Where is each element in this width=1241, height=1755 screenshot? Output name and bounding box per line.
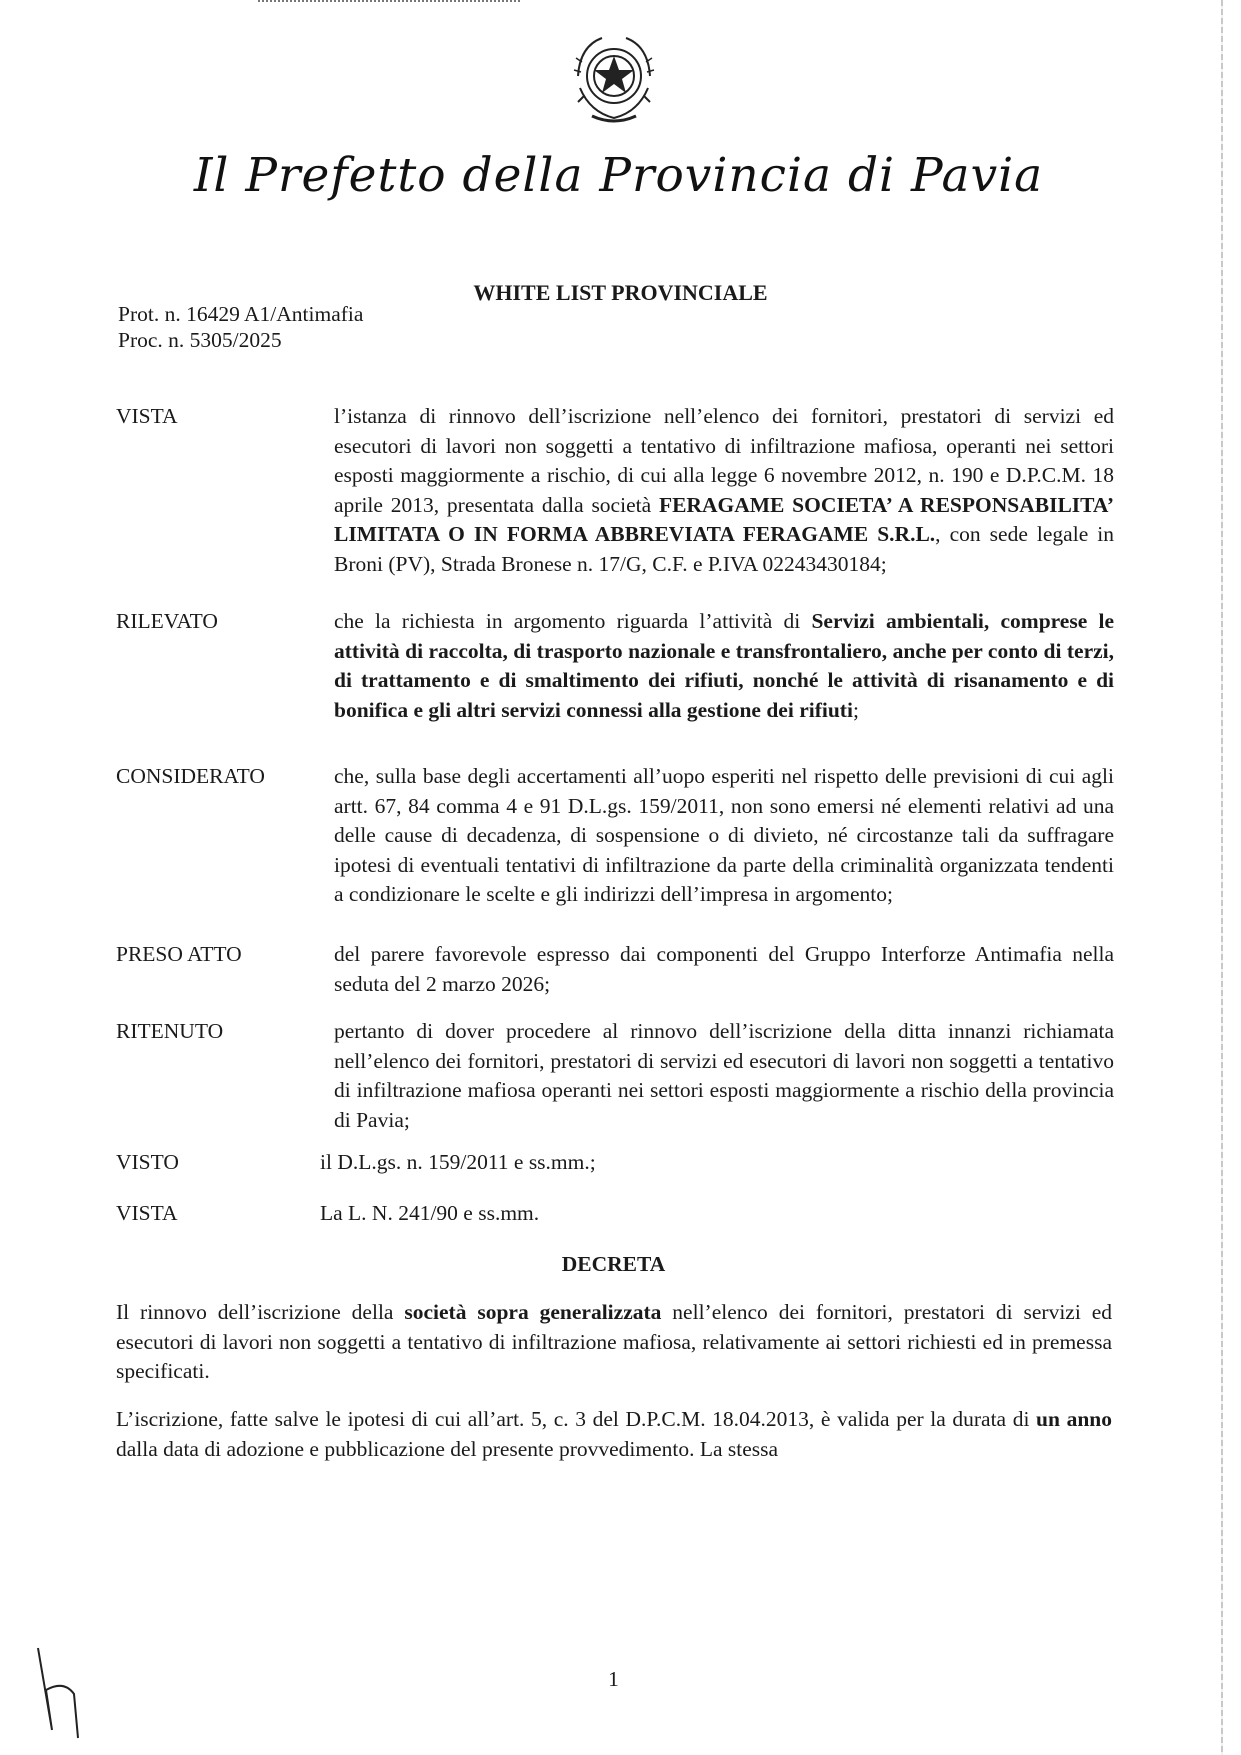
handwritten-mark — [30, 1630, 120, 1745]
clause-text: il D.L.gs. n. 159/2011 e ss.mm.; — [320, 1150, 596, 1174]
procedure-number: Proc. n. 5305/2025 — [118, 328, 282, 352]
page-number: 1 — [608, 1667, 619, 1691]
clause-label: RILEVATO — [116, 609, 218, 633]
clause-text: che la richiesta in argomento riguarda l’attività di Servizi ambientali, comprese le attività di raccolta, di trasporto nazionale e transfrontaliero, anche per conto di terzi, di trattamento e di smaltimento dei rifiuti, nonché le attività di risanamento e di bonifica e gli altri servizi connessi alla gestione dei rifiuti; — [334, 609, 1114, 722]
clause-label: CONSIDERATO — [116, 764, 265, 788]
clause-label: VISTA — [116, 404, 178, 428]
decree-paragraph: Il rinnovo dell’iscrizione della società sopra generalizzata nell’elenco dei fornitori, prestatori di servizi ed esecutori di lavori non soggetti a tentativo di infiltrazione mafiosa, relativamente ai settori richiesti ed in premessa specificati. — [116, 1300, 1112, 1384]
clause-label: VISTO — [116, 1150, 179, 1174]
clause-text: l’istanza di rinnovo dell’iscrizione nell’elenco dei fornitori, prestatori di servizi ed esecutori di lavori non soggetti a tentativo di infiltrazione mafiosa, operanti nei settori esposti maggiormente a rischio, di cui alla legge 6 novembre 2012, n. 190 e D.P.C.M. 18 aprile 2013, presentata dalla società FERAGAME SOCIETA’ A RESPONSABILITA’ LIMITATA O IN FORMA ABBREVIATA FERAGAME S.R.L., con sede legale in Broni (PV), Strada Bronese n. 17/G, C.F. e P.IVA 02243430184; — [334, 404, 1115, 576]
decree-paragraph: L’iscrizione, fatte salve le ipotesi di cui all’art. 5, c. 3 del D.P.C.M. 18.04.2013, è valida per la durata di un anno dalla data di adozione e pubblicazione del presente provvedimento. La stessa — [116, 1407, 1112, 1461]
prefect-heading: Il Prefetto della Provincia di Pavia — [193, 148, 1044, 203]
clause-text: La L. N. 241/90 e ss.mm. — [320, 1201, 540, 1225]
scan-artifact — [258, 0, 520, 7]
clause-text: pertanto di dover procedere al rinnovo dell’iscrizione della ditta innanzi richiamata nell’elenco dei fornitori, prestatori di servizi ed esecutori di lavori non soggetti a tentativo di infiltrazione mafiosa operanti nei settori esposti maggiormente a rischio della provincia di Pavia; — [334, 1019, 1114, 1132]
clause-text: che, sulla base degli accertamenti all’uopo esperiti nel rispetto delle previsioni di cui agli artt. 67, 84 comma 4 e 91 D.L.gs. 159/2011, non sono emersi né elementi relativi ad una delle cause di decadenza, di sospensione o di divieto, né circostanze tali da suffragare ipotesi di eventuali tentativi di infiltrazione da parte della criminalità organizzata tendenti a condizionare le scelte e gli indirizzi dell’impresa in argomento; — [334, 764, 1114, 907]
document-title: WHITE LIST PROVINCIALE — [473, 280, 768, 305]
protocol-number: Prot. n. 16429 A1/Antimafia — [118, 302, 364, 326]
italian-republic-emblem-icon — [568, 32, 660, 128]
clause-label: RITENUTO — [116, 1019, 224, 1043]
clause-label: PRESO ATTO — [116, 942, 242, 966]
clause-text: del parere favorevole espresso dai componenti del Gruppo Interforze Antimafia nella seduta del 2 marzo 2026; — [334, 942, 1114, 996]
decree-heading: DECRETA — [561, 1252, 666, 1276]
clause-label: VISTA — [116, 1201, 178, 1225]
scan-edge — [1221, 0, 1223, 1755]
